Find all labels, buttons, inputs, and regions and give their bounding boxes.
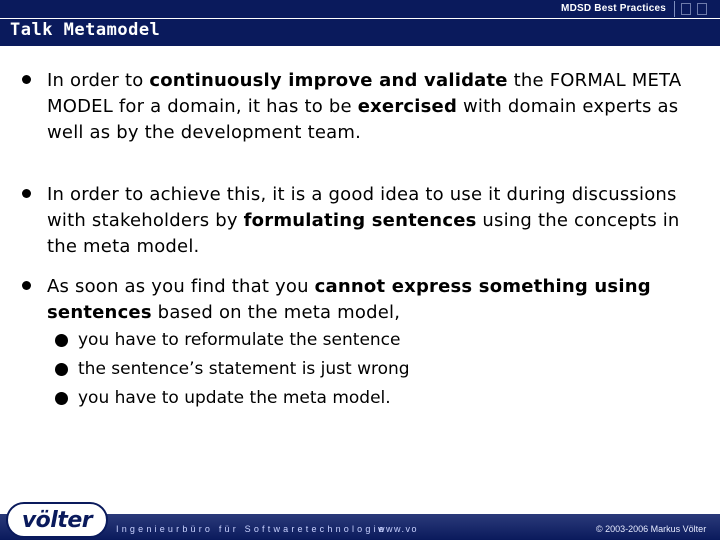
bullet-1-seg-2: the FORMAL META MODEL for a domain, it has to be	[47, 70, 682, 117]
bullet-2-seg-0: In order to achieve this, it is a good idea to use it during discussions with stakeholders by	[47, 184, 677, 231]
bullet-3-seg-0: As soon as you find that you	[47, 276, 315, 297]
bullet-2-seg-1: formulating sentences	[243, 210, 477, 231]
company-logo	[6, 502, 108, 538]
bullet-dot-icon	[22, 189, 31, 198]
sub-bullet-3-text: you have to update the meta model.	[78, 388, 391, 408]
bullet-1-seg-1: continuously improve and validate	[149, 70, 508, 91]
bullet-dot-icon	[22, 75, 31, 84]
sub-bullet-2-text: the sentence’s statement is just wrong	[78, 359, 410, 379]
sub-bullet-1-text: you have to reformulate the sentence	[78, 330, 401, 350]
logo-text: völter	[21, 507, 93, 533]
header-bar	[0, 0, 720, 46]
bullet-2-seg-2: using the concepts in the meta model.	[47, 210, 680, 257]
header-label: MDSD Best Practices	[561, 3, 666, 14]
bullet-dot-icon	[22, 281, 31, 290]
slide-title: Talk Metamodel	[10, 20, 161, 40]
sub-bullet-dot-icon	[55, 363, 68, 376]
bullet-3-seg-1: cannot express something using sentences	[47, 276, 651, 323]
footer-url: www.vo	[378, 524, 419, 534]
bullet-1-text	[47, 68, 687, 146]
bullet-3-text	[47, 274, 687, 326]
header-decoration-icon	[674, 1, 714, 17]
footer-copyright: © 2003-2006 Markus Völter	[596, 524, 707, 534]
bullet-1-seg-0: In order to	[47, 70, 150, 91]
bullet-2-text	[47, 182, 687, 260]
bullet-3-seg-2: based on the meta model,	[151, 302, 401, 323]
bullet-1-seg-3: exercised	[357, 96, 458, 117]
footer-company: Ingenieurbüro für Softwaretechnologie	[116, 524, 387, 534]
bullet-1-seg-4: with domain experts as well as by the development team.	[47, 96, 679, 143]
sub-bullet-dot-icon	[55, 392, 68, 405]
header-rule	[0, 18, 720, 19]
sub-bullet-dot-icon	[55, 334, 68, 347]
